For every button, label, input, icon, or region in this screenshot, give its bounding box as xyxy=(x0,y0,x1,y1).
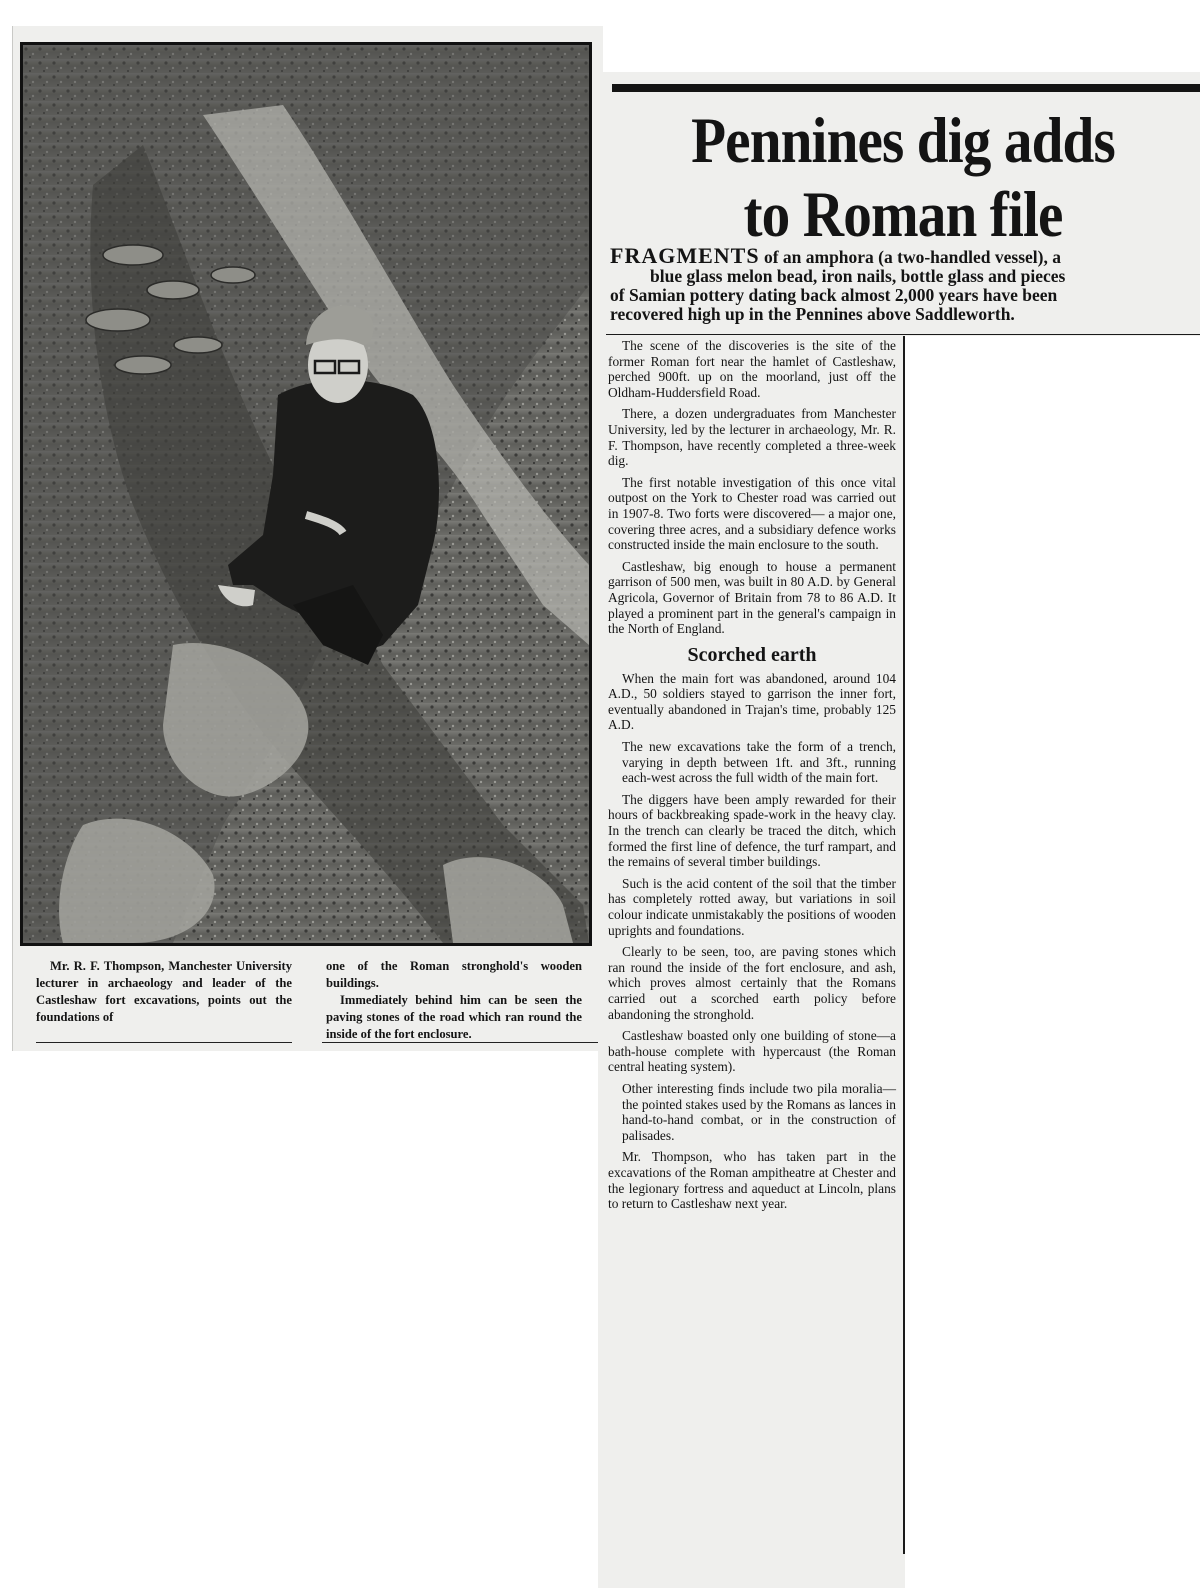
article-body xyxy=(608,338,896,1218)
lead-line-3: of Samian pottery dating back almost 2,000 years have been xyxy=(610,285,1058,305)
lead-line-1: of an amphora (a two-handled vessel), a xyxy=(759,247,1061,267)
body-paragraph-8: Such is the acid content of the soil that the timber has completely rotted away, but variations in soil colour indicate unmistakably the positions of wooden uprights and foundations. xyxy=(608,875,896,938)
body-paragraph-7: The diggers have been amply rewarded for their hours of backbreaking spade-work in the heavy clay. In the trench can clearly be traced the ditch, which formed the first line of defence, the turf rampart, and the remains of several timber buildings. xyxy=(608,791,896,870)
body-paragraph-12: Mr. Thompson, who has taken part in the excavations of the Roman ampitheatre at Chester and the legionary fortress and aqueduct at Lincoln, plans to return to Castleshaw next year. xyxy=(608,1149,896,1212)
lead-line-2: blue glass melon bead, iron nails, bottle glass and pieces xyxy=(650,266,1066,286)
body-paragraph-5: When the main fort was abandoned, around 104 A.D., 50 soldiers stayed to garrison the inner fort, eventually abandoned in Trajan's time, probably 125 A.D. xyxy=(608,670,896,733)
photo-caption-right-p2: Immediately behind him can be seen the paving stones of the road which ran round the inside of the fort enclosure. xyxy=(326,993,582,1041)
caption-rule-right xyxy=(322,1042,598,1043)
body-paragraph-4: Castleshaw, big enough to house a permanent garrison of 500 men, was built in 80 A.D. by General Agricola, Governor of Britain from 78 to 86 A.D. It played a prominent part in the general's campaign in the North of England. xyxy=(608,558,896,637)
body-paragraph-10: Castleshaw boasted only one building of stone—a bath-house complete with hypercaust (the Roman central heating system). xyxy=(608,1028,896,1075)
lead-line-4: recovered high up in the Pennines above Saddleworth. xyxy=(610,304,1015,324)
archaeologist-photo xyxy=(20,42,592,946)
subheading: Scorched earth xyxy=(687,643,817,666)
photo-caption-left: Mr. R. F. Thompson, Manchester University lecturer in archaeology and leader of the Castleshaw fort excavations, points out the foundations of xyxy=(36,959,292,1024)
body-paragraph-11: Other interesting finds include two pila moralia—the pointed stakes used by the Romans as lances in hand-to-hand combat, or in the construction of palisades. xyxy=(622,1080,896,1143)
blank-column xyxy=(905,336,1200,1588)
column-rule-horizontal xyxy=(606,334,1200,335)
column-rule-vertical xyxy=(903,336,905,1554)
photo-caption-right xyxy=(326,958,582,1043)
body-paragraph-3: The first notable investigation of this once vital outpost on the York to Chester road was carried out in 1907-8. Two forts were discovered— a major one, covering three acres, and a subsidiary defence works constructed inside the main enclosure to the south. xyxy=(608,474,896,553)
headline xyxy=(642,104,1165,252)
headline-line-2: to Roman file xyxy=(743,179,1063,251)
photo-caption-right-p1: one of the Roman stronghold's wooden buildings. xyxy=(326,959,582,990)
body-paragraph-6: The new excavations take the form of a trench, varying in depth between 1ft. and 3ft., running each-west across the full width of the main fort. xyxy=(622,739,896,786)
archaeologist-photo-icon xyxy=(23,45,589,943)
headline-line-1: Pennines dig adds xyxy=(691,105,1115,177)
body-paragraph-1: The scene of the discoveries is the site of the former Roman fort near the hamlet of Castleshaw, perched 900ft. up on the moorland, just off the Oldham-Huddersfield Road. xyxy=(608,338,896,400)
lead-dropcap: FRAGMENTS xyxy=(610,246,760,268)
body-paragraph-2: There, a dozen undergraduates from Manchester University, led by the lecturer in archaeology, Mr. R. F. Thompson, have recently completed a three-week dig. xyxy=(608,406,896,469)
clipping-top-rule xyxy=(612,84,1200,92)
body-paragraph-9: Clearly to be seen, too, are paving stones which ran round the inside of the fort enclosure, and ash, which proves almost certainly that the Romans carried out a scorched earth policy before abandoning the stronghold. xyxy=(608,944,896,1022)
caption-rule-left xyxy=(36,1042,292,1043)
lead-paragraph xyxy=(610,246,1200,324)
